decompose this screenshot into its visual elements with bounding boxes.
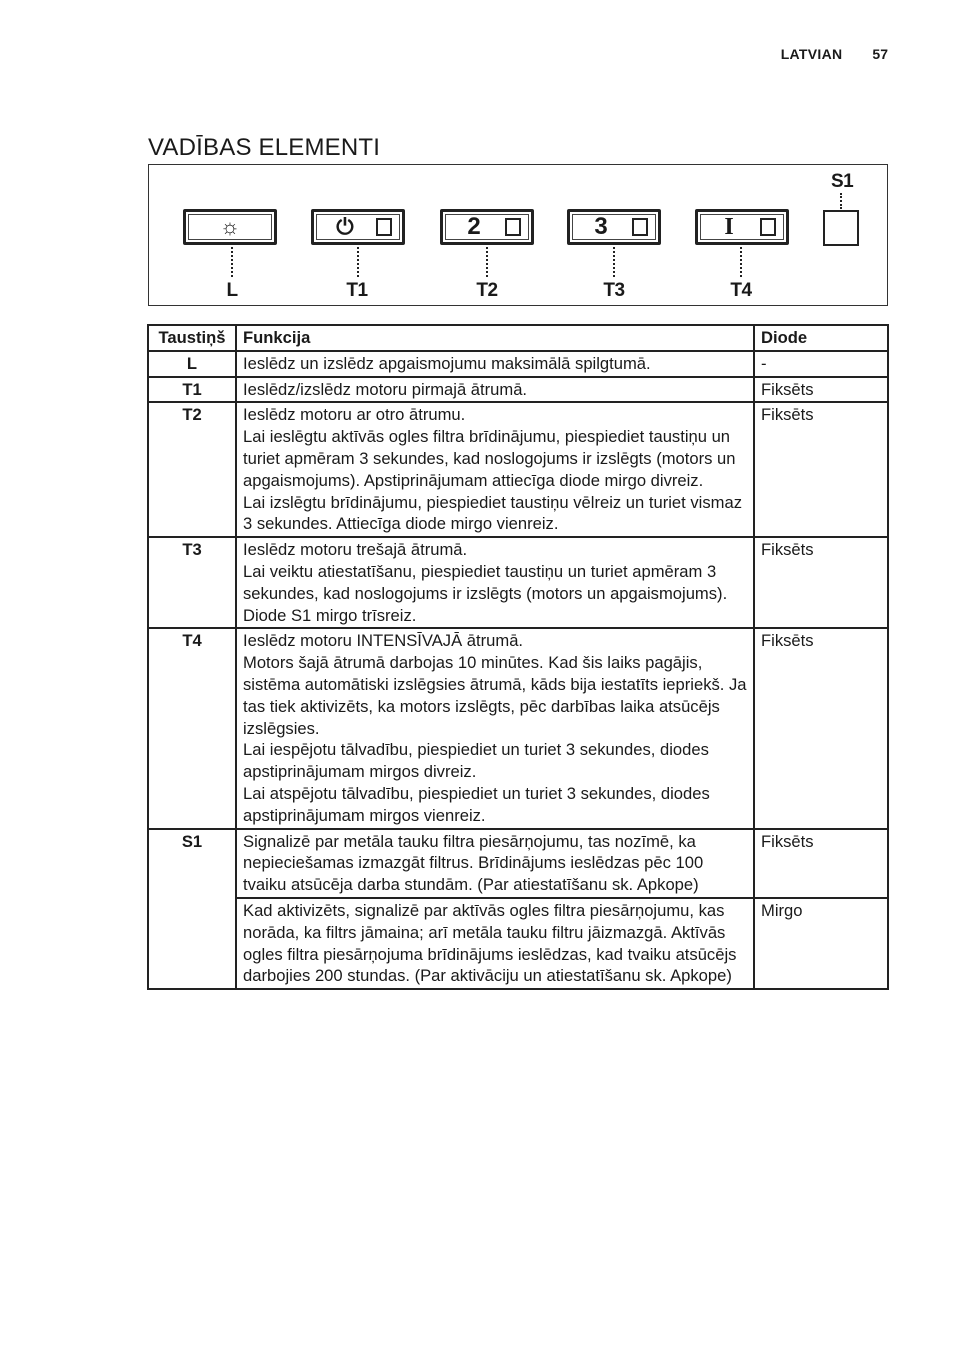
section-title: VADĪBAS ELEMENTI [148, 134, 381, 161]
power-icon: ⏻ [336, 214, 354, 239]
s1-leader-line [840, 193, 842, 209]
key-label-t1: T1 [346, 280, 368, 301]
t3-leader-line [613, 247, 615, 277]
row-function [236, 628, 754, 828]
row-diode: Fiksēts [754, 402, 888, 537]
function-text: Motors šajā ātrumā darbojas 10 minūtes. Kad šis laiks pagājis, sistēma automātiski izslēgsies ātrumā, kāds bija iestatīts iepriekš. Ja tas tiek aktivizēts, ka motors izslēgts, pēc darbības laika atsūcējs izslēgsies. [243, 653, 747, 738]
key-t3-led [632, 218, 648, 236]
column-header-diode: Diode [754, 325, 888, 351]
function-text: Ieslēdz/izslēdz motoru pirmajā ātrumā. [243, 379, 528, 399]
row-diode: - [754, 351, 888, 377]
key-label-t4: T4 [730, 280, 752, 301]
function-text: Lai veiktu atiestatīšanu, piespiediet taustiņu un turiet apmēram 3 sekundes, kad noslogojums ir izslēgts (motors un apgaismojums). Diode S1 mirgo trīsreiz. [243, 561, 728, 625]
function-text: Lai izslēgtu brīdinājumu, piespiediet taustiņu vēlreiz un turiet vismaz 3 sekundes. Attiecīga diode mirgo vienreiz. [243, 492, 742, 534]
key-t4-symbol: I [724, 213, 734, 240]
table-row [148, 402, 888, 537]
table-row [148, 537, 888, 628]
key-t1-led [376, 218, 392, 236]
key-t2-symbol: 2 [467, 213, 481, 240]
s1-label: S1 [831, 171, 854, 192]
row-key: T1 [148, 377, 236, 403]
column-header-function: Funkcija [236, 325, 754, 351]
row-function [236, 898, 754, 989]
table-row [148, 351, 888, 377]
function-text: Ieslēdz motoru ar otro ātrumu. [243, 405, 466, 425]
table-row [148, 898, 888, 989]
key-label-t3: T3 [603, 280, 625, 301]
row-function [236, 537, 754, 628]
l-leader-line [231, 247, 233, 277]
row-function [236, 829, 754, 898]
t2-leader-line [486, 247, 488, 277]
control-panel-diagram [148, 164, 888, 306]
row-key: T3 [148, 537, 236, 628]
light-icon: ☼ [219, 214, 241, 239]
function-text: Signalizē par metāla tauku filtra piesārņojumu, tas nozīmē, ka nepieciešamas izmazgāt filtrus. Brīdinājums ieslēdzas pēc 100 tvaiku atsūcēja darba stundām. (Par atiestatīšanu sk. Apkope) [243, 831, 704, 895]
key-label-t2: T2 [476, 280, 498, 301]
row-diode: Fiksēts [754, 628, 888, 828]
function-text: Ieslēdz un izslēdz apgaismojumu maksimālā spilgtumā. [243, 353, 651, 373]
key-t2-led [505, 218, 521, 236]
key-label-l: L [226, 280, 238, 301]
key-t1-button [311, 209, 405, 245]
function-text: Ieslēdz motoru trešajā ātrumā. [243, 540, 468, 560]
s1-indicator [823, 210, 859, 246]
key-t4-button [695, 209, 789, 245]
table-row [148, 829, 888, 898]
function-text: Ieslēdz motoru INTENSĪVAJĀ ātrumā. [243, 631, 524, 651]
key-t2-button [440, 209, 534, 245]
key-t3-button [567, 209, 661, 245]
page-number: 57 [872, 46, 888, 62]
row-diode: Fiksēts [754, 377, 888, 403]
row-diode: Fiksēts [754, 829, 888, 898]
function-text: Kad aktivizēts, signalizē par aktīvās ogles filtra piesārņojumu, kas norāda, ka filtrs jāmaina; arī metāla tauku filtru jāizmazgā. Aktīvās ogles filtra piesārņojuma brīdinājums ieslēdzas, kad tvaiku atsūcējs darbojies 200 stundas. (Par aktivāciju un atiestatīšanu sk. Apkope) [243, 900, 737, 986]
table-header-row [148, 325, 888, 351]
row-key: S1 [148, 829, 236, 990]
controls-function-table [147, 324, 889, 990]
function-text: Lai iespējotu tālvadību, piespiediet un turiet 3 sekundes, diodes apstiprinājumam mirgos divreiz. [243, 740, 709, 782]
row-key: T4 [148, 628, 236, 828]
language-label: LATVIAN [780, 46, 843, 62]
page-header [781, 46, 888, 62]
key-t3-symbol: 3 [594, 213, 608, 240]
row-function [236, 377, 754, 403]
function-text: Lai ieslēgtu aktīvās ogles filtra brīdinājumu, piespiediet taustiņu un turiet apmēram 3 sekundes, kad noslogojums ir izslēgts (motors un apgaismojums). Apstiprinājumam attiecīga diode mirgo divreiz. [243, 427, 736, 490]
row-diode: Mirgo [754, 898, 888, 989]
row-key: T2 [148, 402, 236, 537]
table-row [148, 377, 888, 403]
row-diode: Fiksēts [754, 537, 888, 628]
row-key: L [148, 351, 236, 377]
table-row [148, 628, 888, 828]
column-header-key: Taustiņš [148, 325, 236, 351]
t4-leader-line [740, 247, 742, 277]
row-function [236, 402, 754, 537]
t1-leader-line [357, 247, 359, 277]
function-text: Lai atspējotu tālvadību, piespiediet un turiet 3 sekundes, diodes apstiprinājumam mirgos vienreiz. [243, 783, 710, 825]
key-t4-led [760, 218, 776, 236]
key-l-button [183, 209, 277, 245]
row-function [236, 351, 754, 377]
